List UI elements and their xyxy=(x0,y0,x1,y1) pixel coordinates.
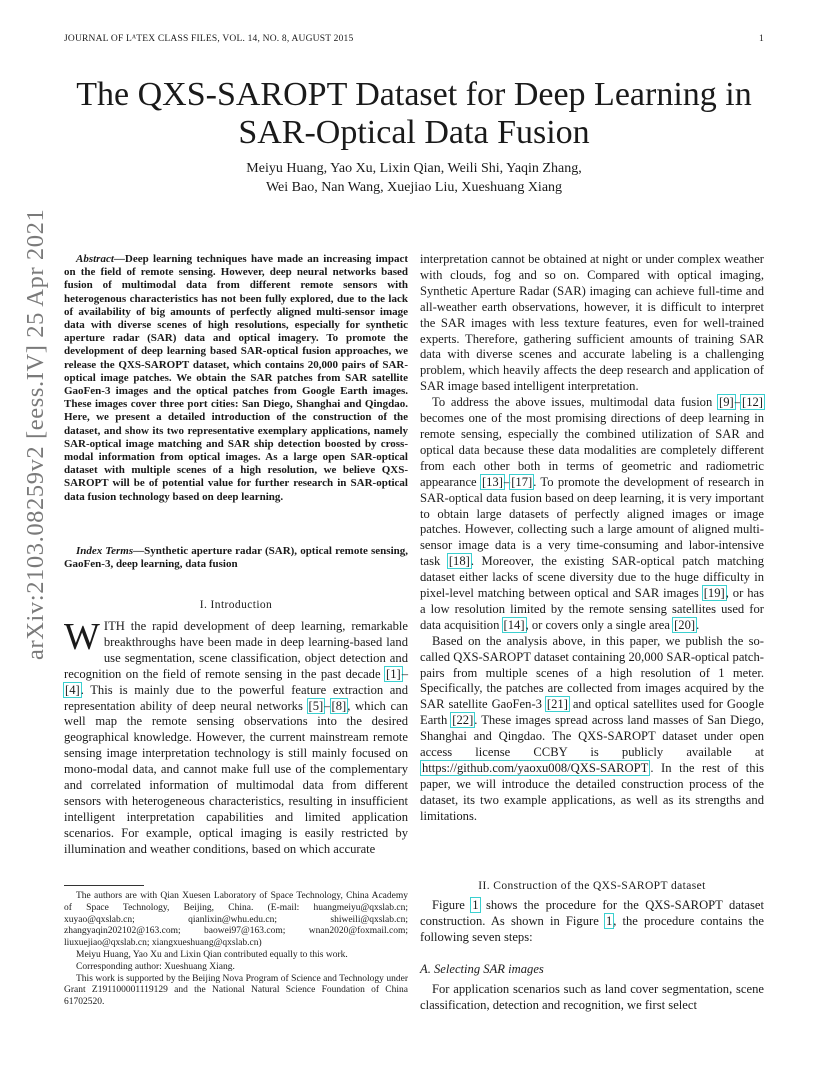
citation-link[interactable]: [22] xyxy=(452,713,474,728)
section2-text: , the procedure contains the following seven steps: xyxy=(420,913,764,944)
running-header xyxy=(64,34,764,44)
section2-paragraph-1 xyxy=(420,898,764,946)
right-paragraph-2 xyxy=(420,395,764,634)
subsection-paragraph: For application scenarios such as land cover segmentation, scene classification, detection and recognition, we first select xyxy=(420,982,764,1012)
footnote-affiliation: The authors are with Qian Xuesen Laboratory of Space Technology, China Academy of Space Technology, Beijing, China. (E-mail: huangmeiyu@qxslab.cn; xuyao@qxslab.cn; qianlixin@whu.edu.cn; shiweili@qxslab.cn; zhangyaqin202102@163.com; baowei97@163.com; wnan2020@foxmail.com; liuxuejiao@qxslab.cn; xiangxueshuang@qxslab.cn) xyxy=(64,891,408,949)
citation-link[interactable]: [14] xyxy=(503,617,525,632)
author-line-2: Wei Bao, Nan Wang, Xuejiao Liu, Xueshuang Xiang xyxy=(265,180,563,195)
citation-link[interactable]: [9] xyxy=(719,395,734,410)
dataset-url-link[interactable]: https://github.com/yaoxu008/QXS-SAROPT xyxy=(422,761,649,775)
introduction-body xyxy=(64,616,408,858)
right-column-body xyxy=(420,252,764,825)
index-terms xyxy=(64,545,408,571)
section2-text: shows the procedure for the QXS-SAROPT dataset construction. As shown in Figure xyxy=(420,898,765,928)
drop-cap: W xyxy=(64,616,100,658)
citation-link[interactable]: [20] xyxy=(674,617,696,632)
footnote-rule xyxy=(64,885,144,886)
citation-link[interactable]: [12] xyxy=(742,395,763,410)
right-text: becomes one of the most promising directions of deep learning in remote sensing, especially the combined utilization of SAR and optical data because these data modalities are completely different from each other both in terms of geometric and radiometric appearance xyxy=(420,411,764,489)
range-dash: – xyxy=(503,474,511,489)
page-number: 1 xyxy=(759,34,764,44)
range-dash: – xyxy=(734,395,742,410)
section-heading-introduction: I. Introduction xyxy=(199,599,273,611)
range-dash: – xyxy=(324,698,331,713)
right-text: . In the rest of this paper, we will introduce the detailed construction process of the dataset, its two example applications, as well as its strengths and limitations. xyxy=(420,761,764,823)
subsection-body xyxy=(420,982,764,1014)
subsection-heading: A. Selecting SAR images xyxy=(420,962,544,976)
index-terms-label: Index Terms xyxy=(76,545,134,557)
citation-link[interactable]: [17] xyxy=(511,474,533,489)
citation-link[interactable]: [8] xyxy=(331,698,347,713)
citation-link[interactable]: [4] xyxy=(65,682,80,697)
footnote xyxy=(64,891,408,1009)
section2-text: Figure xyxy=(432,898,472,912)
abstract-text: —Deep learning techniques have made an increasing impact on the field of remote sensing. However, deep neural networks based fusion of multimodal data from different remote sensors with heterogenous characteristics has not been fully explored, due to the lack of availability of big amounts of perfectly aligned multi-sensor image data with diverse scenes of high resolutions, especially for synthetic aperture radar (SAR) data and optical imagery. To promote the development of deep learning based SAR-optical fusion approaches, we release the QXS-SAROPT dataset, which contains 20,000 pairs of SAR-optical image patches. We obtain the SAR patches from SAR satellite GaoFen-3 images and the optical patches from Google Earth images. These images cover three port cities: San Diego, Shanghai and Qingdao. Here, we present a detailed introduction of the construction of the dataset, and show its two representative exemplary applications, namely SAR-optical image matching and SAR ship detection boosted by cross-modal information from optical images. As a large open SAR-optical dataset with multiple scenes of a high resolution, we believe QXS-SAROPT will be of potential value for further research in SAR-optical data fusion technology based on deep learning. xyxy=(64,253,408,503)
intro-text-2: . This is mainly due to the powerful feature extraction and representation ability of deep neural networks xyxy=(64,682,408,713)
author-line-1: Meiyu Huang, Yao Xu, Lixin Qian, Weili Shi, Yaqin Zhang, xyxy=(246,161,582,176)
arxiv-stamp-text: arXiv:2103.08259v2 [eess.IV] 25 Apr 2021 xyxy=(22,208,49,660)
citation-link[interactable]: [1] xyxy=(386,666,401,681)
citation-link[interactable]: [19] xyxy=(703,586,725,601)
right-text: , or covers only a single area xyxy=(525,617,674,632)
right-text: . xyxy=(696,617,700,632)
index-terms-text: —Synthetic aperture radar (SAR), optical remote sensing, GaoFen-3, deep learning, data fusion xyxy=(64,545,409,571)
abstract xyxy=(64,253,408,504)
right-paragraph-3 xyxy=(420,634,764,825)
journal-name: JOURNAL OF LᴬTEX CLASS FILES, VOL. 14, NO. 8, AUGUST 2015 xyxy=(64,34,354,44)
right-text: and optical satellites used for Google Earth xyxy=(420,697,764,728)
intro-text-1: ITH the rapid development of deep learning, remarkable breakthroughs have been made in deep learning-based land use segmentation, scene classification, object detection and recognition on the field of remote sensing in the past decade xyxy=(64,619,408,681)
paper-title: The QXS-SAROPT Dataset for Deep Learning in SAR-Optical Data Fusion xyxy=(76,76,752,151)
right-text: , or has a low resolution limited by the remote sensing satellites used for data acquisition xyxy=(420,586,764,632)
abstract-label: Abstract xyxy=(76,253,114,265)
intro-text-3: , which can well map the remote sensing observations into the desired geographical knowledge. However, the current mainstream remote sensing image interpretation technology is still mainly focused on mono-modal data, and cannot make full use of the complementary and correlated information of multimodal data from different sensors with heterogeneous characteristics, resulting in insufficient intelligent interpretation capabilities and limited application scenarios. For example, optical imaging is easily restricted by illumination and weather conditions, based on which accurate xyxy=(64,698,408,856)
figure-link[interactable]: 1 xyxy=(472,898,479,912)
author-list xyxy=(40,159,788,197)
right-text: To address the above issues, multimodal data fusion xyxy=(432,395,719,410)
section2-body xyxy=(420,898,764,946)
right-text: . To promote the development of research in SAR-optical data fusion based on deep learning, it is very important to obtain large datasets of perfectly aligned images or image patches. However, collecting such a large amount of aligned multi-sensor image data is a very time-consuming and labor-intensive task xyxy=(420,474,764,569)
footnote-funding: This work is supported by the Beijing Nova Program of Science and Technology under Grant Z191100001119129 and the National Natural Science Foundation of China 61702520. xyxy=(64,973,408,1008)
section-heading-construction: II. Construction of the QXS-SAROPT dataset xyxy=(478,880,706,892)
footnote-equal-contribution: Meiyu Huang, Yao Xu and Lixin Qian contributed equally to this work. xyxy=(76,949,348,960)
citation-link[interactable]: [13] xyxy=(481,474,503,489)
right-text: . These images spread across land masses of San Diego, Shanghai and Qingdao. The QXS-SAROPT dataset under open access license CCBY is publicly available at xyxy=(420,713,764,760)
citation-link[interactable]: [18] xyxy=(448,554,470,569)
figure-link[interactable]: 1 xyxy=(605,913,613,928)
right-paragraph-1: interpretation cannot be obtained at night or under complex weather with clouds, fog and so on. Compared with optical imaging, Synthetic Aperture Radar (SAR) imaging can achieve full-time and all-weather earth observations, however, it is difficult to interpret the SAR images with less texture features, even for well-trained experts. Therefore, gathering sufficient amounts of training SAR data with diverse scenes and accurate labeling is a challenging problem, which heavily affects the deep research and application of SAR image based intelligent interpretation. xyxy=(420,252,764,394)
citation-link[interactable]: [21] xyxy=(546,697,568,712)
footnote-corresponding: Corresponding author: Xueshuang Xiang. xyxy=(76,961,235,972)
citation-link[interactable]: [5] xyxy=(308,698,324,713)
range-dash: – xyxy=(401,666,408,681)
right-text: . Moreover, the existing SAR-optical patch matching dataset either lacks of scene diversity due to the huge difficulty in pixel-level matching between optical and SAR images xyxy=(420,554,765,601)
right-text: Based on the analysis above, in this paper, we publish the so-called QXS-SAROPT dataset containing 20,000 SAR-optical patch-pairs from multiple scenes of a high resolution of 1 meter. Specifically, the patches are collected from images acquired by the SAR satellite GaoFen-3 xyxy=(420,633,764,712)
